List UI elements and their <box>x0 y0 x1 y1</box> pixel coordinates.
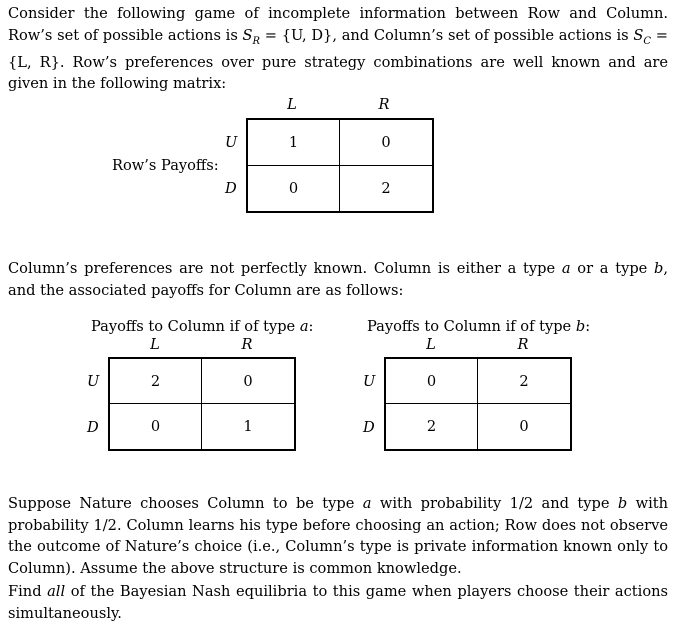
find-paragraph: Find all of the Bayesian Nash equilibria to this game when players choose their actions simultaneously. <box>8 583 668 622</box>
column-preferences-paragraph: Column’s preferences are not perfectly known. Column is either a type a or a type b, and the associated payoffs for Column are as follows: <box>8 260 668 299</box>
type-a-cell-ur: 0 <box>202 359 294 404</box>
type-a-grid <box>108 357 296 451</box>
type-a-title: Payoffs to Column if of type a: <box>91 318 314 335</box>
type-a-col-label-l: L <box>150 336 160 353</box>
sc-subscript: C <box>643 35 652 47</box>
row-matrix-col-label-l: L <box>287 96 297 113</box>
row-matrix-cell-ul: 1 <box>248 120 340 166</box>
row-matrix-cell-dl: 0 <box>248 166 340 212</box>
type-b-col-label-r: R <box>517 336 529 353</box>
type-b-cell-ur: 2 <box>478 359 570 404</box>
type-a-row-label-u: U <box>87 373 100 390</box>
type-a-col-label-r: R <box>241 336 253 353</box>
intro-paragraph: Consider the following game of incomplete information between Row and Column. Row’s set of possible actions is $S_R = \{U$, D}, and Column’s set of possible actions is $S_C = \{L$, R}. Row’s preferences over pure strategy combinations are well known and are given in the following matrix: <box>8 5 669 93</box>
type-b-row-label-d: D <box>363 419 375 436</box>
row-matrix-row-label-u: U <box>225 134 238 151</box>
row-matrix-cell-dr: 2 <box>381 179 391 197</box>
sr-subscript: R <box>252 35 261 47</box>
row-matrix-cell-ur: 0 <box>340 120 432 166</box>
row-payoffs-label: Row’s Payoffs: <box>112 157 219 174</box>
sr-symbol: S <box>242 26 253 44</box>
row-matrix-grid <box>246 118 434 213</box>
sc-symbol: S <box>633 26 644 44</box>
row-matrix-col-label-r: R <box>378 96 390 113</box>
type-a-row-label-d: D <box>87 419 99 436</box>
type-b-cell-dr: 0 <box>519 418 529 435</box>
type-b-cell-dl: 2 <box>386 404 478 449</box>
type-a-cell-ul: 2 <box>110 359 202 404</box>
type-a-cell-dr: 1 <box>243 418 253 435</box>
row-matrix-row-label-d: D <box>225 180 237 197</box>
sr-set: = {U, D} <box>260 26 333 44</box>
type-b-col-label-l: L <box>426 336 436 353</box>
sc-set: = {L, R} <box>8 26 668 71</box>
type-b-cell-ul: 0 <box>386 359 478 404</box>
suppose-paragraph: Suppose Nature chooses Column to be type a with probability 1/2 and type b with probability 1/2. Column learns his type before choosing an action; Row does not observe the outcome of Nature’s choice (i.e., Column’s type is private information known only to Column). Assume the above structure is common knowledge. <box>8 495 669 577</box>
type-b-row-label-u: U <box>363 373 376 390</box>
type-b-title: Payoffs to Column if of type b: <box>367 318 591 335</box>
type-b-grid <box>384 357 572 451</box>
type-a-cell-dl: 0 <box>110 404 202 449</box>
